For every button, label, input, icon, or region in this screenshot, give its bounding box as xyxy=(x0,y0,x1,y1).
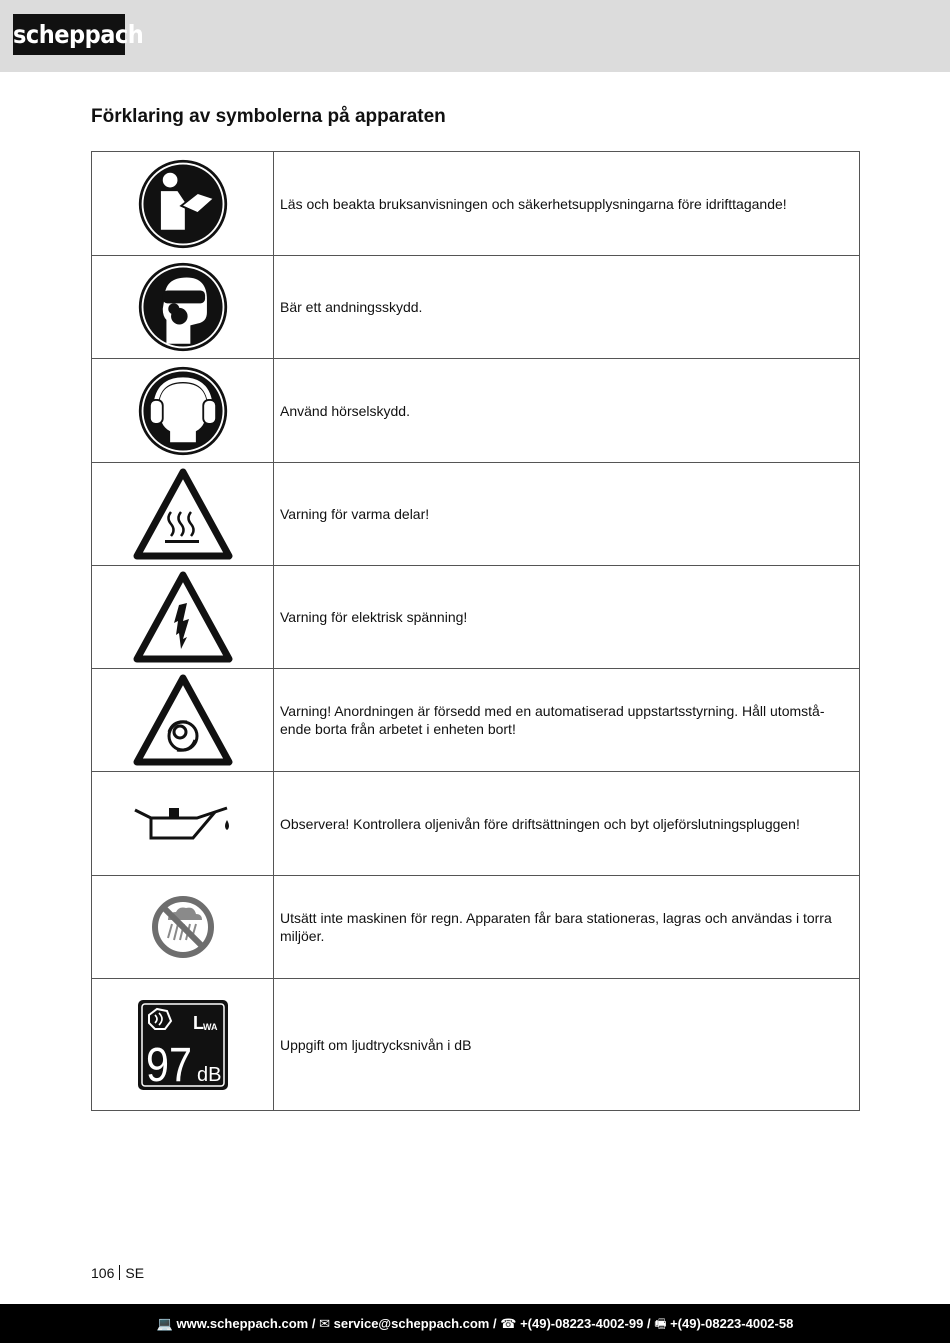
hot-surface-warning-icon xyxy=(133,468,233,560)
table-row xyxy=(92,772,860,876)
mail-icon: ✉ xyxy=(319,1316,330,1331)
lwa-subscript: WA xyxy=(202,1021,217,1032)
table-row xyxy=(92,359,860,463)
footer-bar xyxy=(0,1304,950,1343)
symbols-table xyxy=(91,151,860,1111)
sound-level-value: 97 xyxy=(145,1038,192,1091)
footer-phone: +(49)-08223-4002-99 xyxy=(520,1316,644,1331)
symbol-description: Varning! Anordningen är försedd med en automatiserad uppstartsstyrning. Håll utomstå-ende borta från arbetet i enheten bort! xyxy=(274,669,860,772)
page-number-divider xyxy=(119,1265,120,1280)
ear-protection-icon xyxy=(137,365,229,457)
header-bar xyxy=(0,0,950,72)
symbol-description: Bär ett andningsskydd. xyxy=(274,256,860,359)
sound-level-unit: dB xyxy=(196,1063,221,1086)
fax-icon: 🖷 xyxy=(654,1316,667,1331)
computer-icon: 💻 xyxy=(156,1316,173,1331)
symbol-description: Varning för elektrisk spänning! xyxy=(274,566,860,669)
symbol-description: Utsätt inte maskinen för regn. Apparaten får bara stationeras, lagras och användas i torra miljöer. xyxy=(274,876,860,979)
table-row xyxy=(92,463,860,566)
symbol-description: Varning för varma delar! xyxy=(274,463,860,566)
symbol-cell xyxy=(92,876,274,979)
telephone-icon: ☎ xyxy=(500,1316,517,1331)
no-rain-icon xyxy=(150,894,216,960)
page-number xyxy=(91,1265,144,1281)
symbol-description: Observera! Kontrollera oljenivån före driftsättningen och byt oljeförslutningspluggen! xyxy=(274,772,860,876)
symbol-cell xyxy=(92,979,274,1111)
electric-voltage-warning-icon xyxy=(133,571,233,663)
symbol-cell xyxy=(92,463,274,566)
footer-separator: / xyxy=(311,1316,316,1331)
footer-separator: / xyxy=(646,1316,651,1331)
footer-fax: +(49)-08223-4002-58 xyxy=(670,1316,794,1331)
page-language: SE xyxy=(125,1265,145,1281)
symbol-cell xyxy=(92,152,274,256)
footer-website[interactable]: www.scheppach.com xyxy=(176,1316,309,1331)
symbol-description: Uppgift om ljudtrycksnivån i dB xyxy=(274,979,860,1111)
footer-separator: / xyxy=(493,1316,497,1331)
sound-power-level-icon xyxy=(137,999,229,1091)
table-row xyxy=(92,256,860,359)
scheppach-logo: scheppach xyxy=(13,14,125,55)
symbol-description: Läs och beakta bruksanvisningen och säkerhetsupplysningarna före idrifttagande! xyxy=(274,152,860,256)
symbol-cell xyxy=(92,256,274,359)
table-row xyxy=(92,566,860,669)
footer-email[interactable]: service@scheppach.com xyxy=(333,1316,490,1331)
automatic-start-warning-icon xyxy=(133,674,233,766)
table-row xyxy=(92,876,860,979)
read-manual-icon xyxy=(137,158,229,250)
symbol-cell xyxy=(92,669,274,772)
symbol-description: Använd hörselskydd. xyxy=(274,359,860,463)
table-row xyxy=(92,152,860,256)
symbol-cell xyxy=(92,566,274,669)
page-title: Förklaring av symbolerna på apparaten xyxy=(91,106,446,127)
table-row xyxy=(92,979,860,1111)
symbol-cell xyxy=(92,772,274,876)
respirator-icon xyxy=(137,261,229,353)
lwa-label: L xyxy=(192,1012,204,1033)
table-row xyxy=(92,669,860,772)
page-number-value: 106 xyxy=(91,1265,115,1281)
oil-can-icon xyxy=(131,802,235,846)
symbol-cell xyxy=(92,359,274,463)
